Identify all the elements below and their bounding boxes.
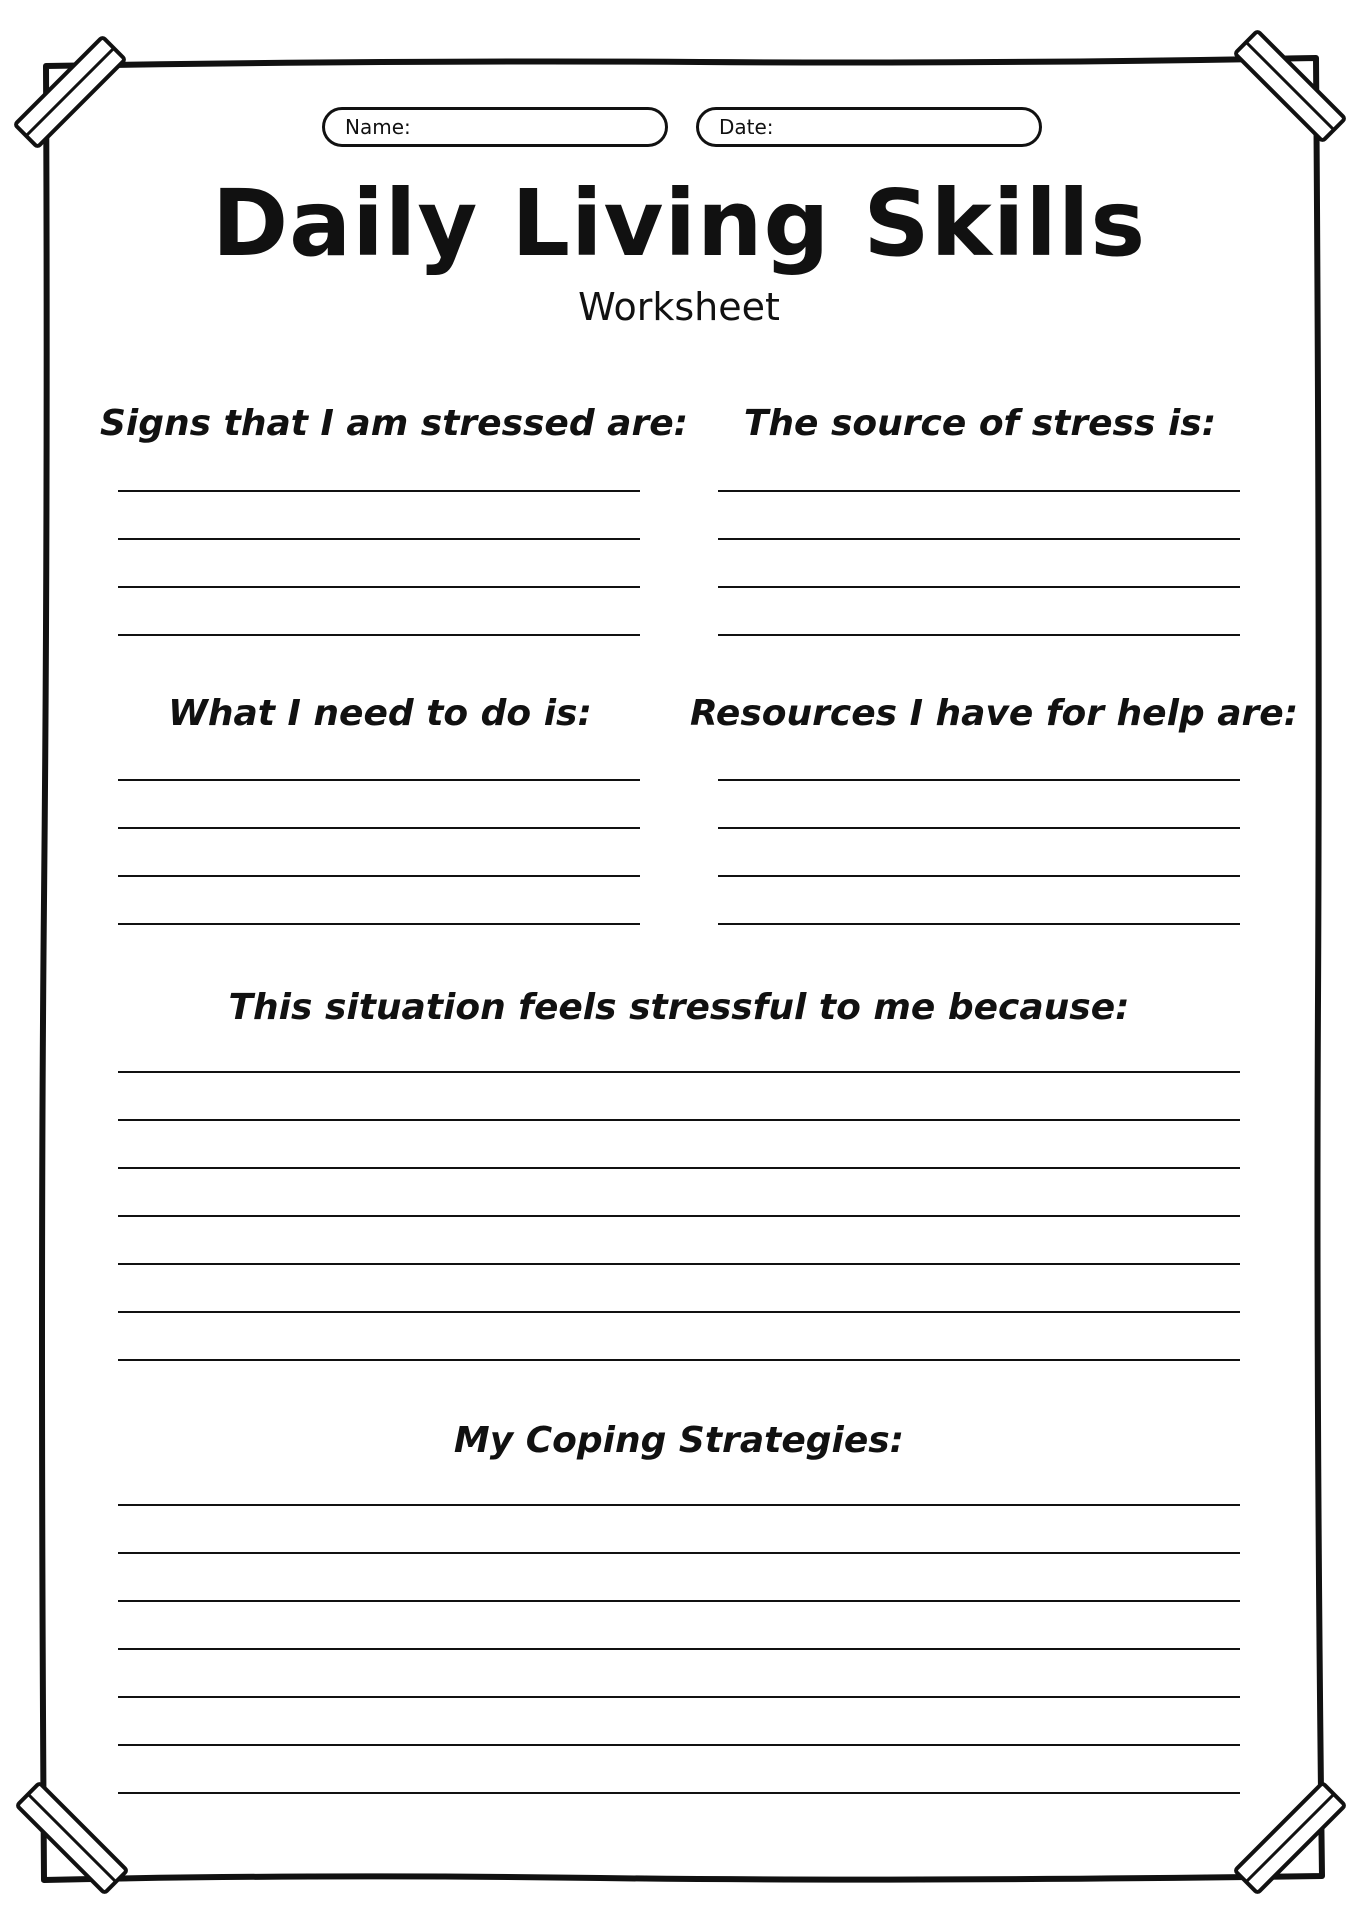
writing-line[interactable] xyxy=(118,1119,1240,1121)
writing-line[interactable] xyxy=(118,586,640,588)
writing-line[interactable] xyxy=(118,1263,1240,1265)
section-title-coping: My Coping Strategies: xyxy=(453,1420,905,1461)
date-label: Date: xyxy=(719,115,774,139)
writing-line[interactable] xyxy=(718,923,1240,925)
writing-line[interactable] xyxy=(118,1167,1240,1169)
writing-line[interactable] xyxy=(118,1215,1240,1217)
writing-line[interactable] xyxy=(118,1552,1240,1554)
writing-line[interactable] xyxy=(118,1071,1240,1073)
writing-line[interactable] xyxy=(118,1648,1240,1650)
worksheet-title: Daily Living Skills xyxy=(211,170,1147,277)
name-field[interactable] xyxy=(322,107,668,147)
writing-line[interactable] xyxy=(118,1792,1240,1794)
writing-line[interactable] xyxy=(718,827,1240,829)
worksheet-subtitle: Worksheet xyxy=(578,285,780,329)
writing-line[interactable] xyxy=(118,490,640,492)
writing-line[interactable] xyxy=(118,875,640,877)
writing-line[interactable] xyxy=(118,1744,1240,1746)
section-title-situation: This situation feels stressful to me because: xyxy=(228,987,1130,1028)
writing-line[interactable] xyxy=(118,779,640,781)
section-title-source: The source of stress is: xyxy=(743,403,1217,444)
writing-line[interactable] xyxy=(118,538,640,540)
writing-line[interactable] xyxy=(118,1504,1240,1506)
writing-line[interactable] xyxy=(118,1311,1240,1313)
corner-tape-top-left xyxy=(15,37,125,147)
writing-line[interactable] xyxy=(118,827,640,829)
writing-line[interactable] xyxy=(718,875,1240,877)
section-title-signs: Signs that I am stressed are: xyxy=(100,403,689,444)
writing-line[interactable] xyxy=(718,634,1240,636)
writing-line[interactable] xyxy=(718,538,1240,540)
writing-line[interactable] xyxy=(118,923,640,925)
page-border xyxy=(42,58,1322,1880)
section-title-resources: Resources I have for help are: xyxy=(690,693,1299,734)
section-title-todo: What I need to do is: xyxy=(168,693,592,734)
writing-line[interactable] xyxy=(118,1696,1240,1698)
corner-tape-top-right xyxy=(1235,31,1345,141)
writing-line[interactable] xyxy=(118,1359,1240,1361)
writing-line[interactable] xyxy=(118,634,640,636)
writing-line[interactable] xyxy=(118,1600,1240,1602)
name-label: Name: xyxy=(345,115,411,139)
writing-line[interactable] xyxy=(718,586,1240,588)
writing-line[interactable] xyxy=(718,779,1240,781)
date-field[interactable] xyxy=(696,107,1042,147)
writing-line[interactable] xyxy=(718,490,1240,492)
